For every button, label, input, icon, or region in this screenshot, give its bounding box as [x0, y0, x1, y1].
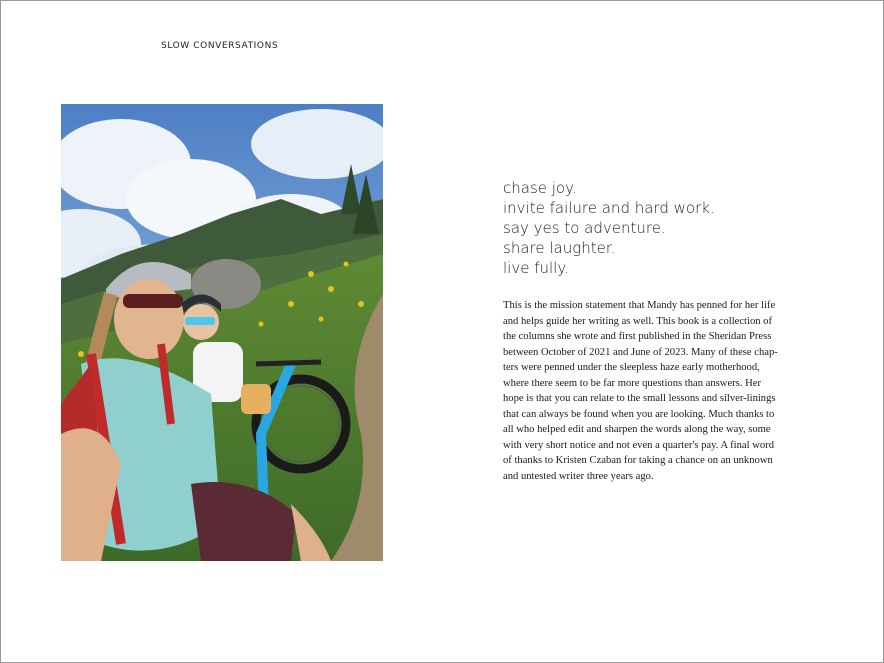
paragraph-line: the columns she wrote and first published in the Sheridan Press	[503, 331, 772, 342]
paragraph-line: between October of 2021 and June of 2023. Many of these chap-	[503, 346, 778, 358]
paragraph-line: ters were penned under the sleepless haze early motherhood,	[503, 362, 760, 373]
intro-paragraph	[503, 298, 821, 484]
mother-child-bike-photo	[61, 104, 383, 561]
mission-statement	[503, 178, 715, 278]
mission-line: chase joy.	[503, 179, 577, 197]
mission-line: say yes to adventure.	[503, 219, 666, 237]
paragraph-line: of thanks to Kristen Czaban for taking a chance on an unknown	[503, 455, 773, 466]
mission-line: invite failure and hard work.	[503, 199, 715, 217]
paragraph-line: This is the mission statement that Mandy has penned for her life	[503, 300, 776, 311]
paragraph-line: with very short notice and not even a quarter's pay. A final word	[503, 439, 774, 451]
paragraph-line: that can always be found when you are looking. Much thanks to	[503, 408, 775, 420]
paragraph-line: where there seem to be far more questions than answers. Her	[503, 377, 761, 389]
paragraph-line: all who helped edit and sharpen the words along the way, some	[503, 424, 771, 435]
mission-line: live fully.	[503, 259, 569, 277]
paragraph-line: and untested writer three years ago.	[503, 470, 654, 482]
paragraph-line: hope is that you can relate to the small lessons and silver-linings	[503, 393, 776, 404]
paragraph-line: and helps guide her writing as well. This book is a collection of	[503, 315, 773, 327]
mission-line: share laughter.	[503, 239, 616, 257]
running-header: SLOW CONVERSATIONS	[161, 41, 279, 51]
